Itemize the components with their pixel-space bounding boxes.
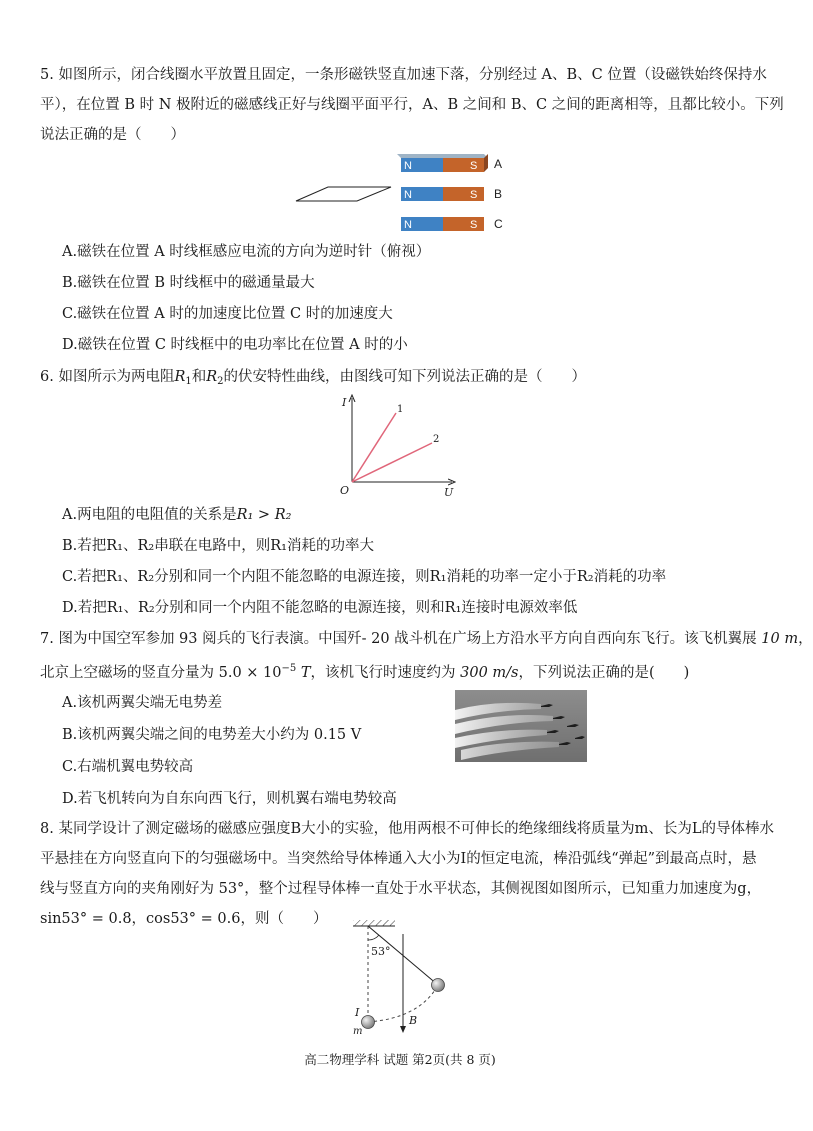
q6-line1-label: 1: [397, 404, 404, 415]
magnet-b-s-label: S: [470, 189, 478, 201]
q6-stem-post: 的伏安特性曲线，由图线可知下列说法正确的是（ ）: [223, 369, 587, 385]
q8-field-label: B: [409, 1014, 418, 1027]
ceiling-hatch: [353, 920, 395, 926]
q8-ball-bottom: [362, 1016, 375, 1029]
q8-angle-arc: [368, 935, 379, 940]
q7-speed: 300 m/s: [460, 665, 519, 681]
position-label-b: B: [494, 187, 503, 201]
q7-option-b: B.该机两翼尖端之间的电势差大小约为 0.15 V: [62, 727, 362, 743]
q6-r2-sub: 2: [217, 376, 224, 387]
position-label-c: C: [494, 217, 503, 231]
q6-stem-pre: 6. 如图所示为两电阻: [40, 369, 175, 385]
q5-stem-line3: 说法正确的是（ ）: [40, 127, 185, 143]
q6-option-b: B.若把R₁、R₂串联在电路中，则R₁消耗的功率大: [62, 538, 374, 554]
q7-option-c: C.右端机翼电势较高: [62, 759, 194, 775]
q5-option-a: A.磁铁在位置 A 时线框感应电流的方向为逆时针（俯视）: [62, 244, 431, 260]
q7-stem-line1-text: 7. 图为中国空军参加 93 阅兵的飞行表演。中国歼- 20 战斗机在广场上方沿水平方向自西向东飞行。该飞机翼展: [40, 631, 762, 647]
q7-field-exp: −5: [281, 663, 297, 674]
q7-option-d: D.若飞机转向为自东向西飞行，则机翼右端电势较高: [62, 791, 397, 807]
position-label-a: A: [494, 157, 503, 171]
magnet-b-n-label: N: [404, 189, 412, 201]
q6-option-d: D.若把R₁、R₂分别和同一个内阻不能忽略的电源连接，则和R₁连接时电源效率低: [62, 600, 578, 616]
q8-ball-top: [432, 979, 445, 992]
q7-stem-line2-post: ，下列说法正确的是( ): [518, 665, 690, 681]
magnet-a-n-label: N: [404, 160, 412, 172]
q6-origin-label: O: [340, 484, 350, 497]
q7-field: 5.0 × 10: [218, 665, 282, 681]
q5-option-c: C.磁铁在位置 A 时的加速度比位置 C 时的加速度大: [62, 306, 393, 322]
magnet-a-s-label: S: [470, 160, 478, 172]
q8-current-label: I: [355, 1006, 360, 1019]
q6-x-label: U: [444, 486, 454, 499]
q8-mass-label: m: [353, 1026, 363, 1037]
q6-r2: R: [206, 369, 218, 385]
q7-option-a: A.该机两翼尖端无电势差: [62, 695, 223, 711]
q7-stem-line1: 7. 图为中国空军参加 93 阅兵的飞行表演。中国歼- 20 战斗机在广场上方沿水平方向自西向东飞行。该飞机翼展 10 m，: [40, 631, 813, 647]
q6-y-label: I: [342, 396, 347, 409]
q6-option-a-math: R₁ > R₂: [236, 507, 292, 523]
q6-r1: R: [174, 369, 186, 385]
q8-angle-label: 53°: [371, 945, 391, 958]
page-footer: 高二物理学科 试题 第2页(共 8 页): [304, 1052, 496, 1067]
q7-stem-line2-pre: 北京上空磁场的竖直分量为: [40, 665, 219, 681]
q7-field-unit: T: [296, 665, 311, 681]
q8-stem-line4: sin53° = 0.8，cos53° = 0.6，则（ ）: [40, 911, 328, 927]
q8-stem-line2: 平悬挂在方向竖直向下的匀强磁场中。当突然给导体棒通入大小为I的恒定电流，棒沿弧线“弹起”到最高点时，悬: [40, 851, 757, 867]
q5-option-d: D.磁铁在位置 C 时线框中的电功率比在位置 A 时的小: [62, 337, 408, 353]
magnet-c-n-label: N: [404, 219, 412, 231]
q7-wingspan: 10 m: [761, 631, 799, 647]
q6-option-a-text: A.两电阻的电阻值的关系是: [62, 507, 237, 523]
q6-line2-label: 2: [433, 434, 440, 445]
q7-stem-line2-mid: ，该机飞行时速度约为: [310, 665, 461, 681]
q6-and: 和: [191, 369, 207, 385]
q5-stem-line2: 平），在位置 B 时 N 极附近的磁感线正好与线圈平面平行，A、B 之间和 B、C 之间的距离相等，且都比较小。下列: [40, 97, 784, 113]
magnet-c-s-label: S: [470, 219, 478, 231]
q5-stem-line1: 5. 如图所示，闭合线圈水平放置且固定，一条形磁铁竖直加速下落，分别经过 A、B、C 位置（设磁铁始终保持水: [40, 67, 767, 83]
q5-option-b: B.磁铁在位置 B 时线框中的磁通量最大: [62, 275, 315, 291]
q6-r1-sub: 1: [185, 376, 192, 387]
q8-stem-line1: 8. 某同学设计了测定磁场的磁感应强度B大小的实验，他用两根不可伸长的绝缘细线将质量为m、长为L的导体棒水: [40, 821, 774, 837]
q6-option-c: C.若把R₁、R₂分别和同一个内阻不能忽略的电源连接，则R₁消耗的功率一定小于R₂消耗的功率: [62, 569, 667, 585]
q8-stem-line3: 线与竖直方向的夹角刚好为 53°，整个过程导体棒一直处于水平状态，其侧视图如图所示，已知重力加速度为g，: [40, 881, 762, 897]
